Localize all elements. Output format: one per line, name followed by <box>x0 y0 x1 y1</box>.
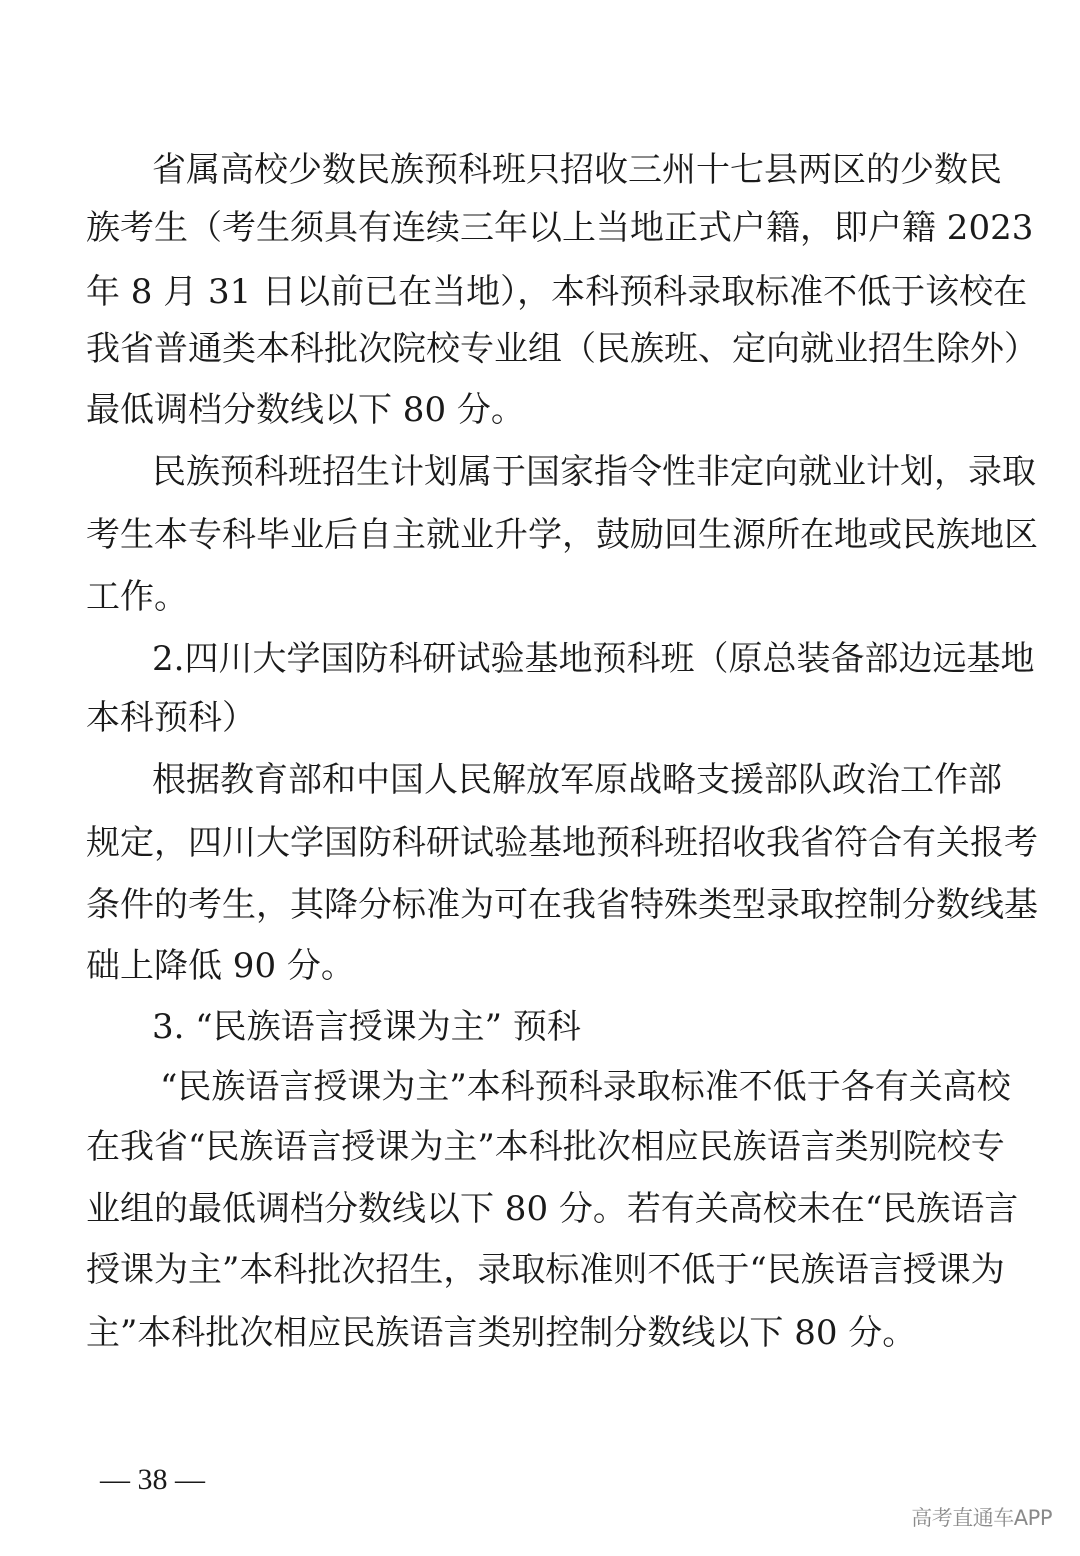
section-heading-2-line-2: 本科预科） <box>86 698 256 738</box>
paragraph-3-line-3: 条件的考生，其降分标准为可在我省特殊类型录取控制分数线基 <box>86 885 1038 925</box>
paragraph-2-line-1: 民族预科班招生计划属于国家指令性非定向就业计划，录取 <box>152 452 1036 492</box>
paragraph-3-line-1: 根据教育部和中国人民解放军原战略支援部队政治工作部 <box>152 760 1002 800</box>
paragraph-3-line-2: 规定，四川大学国防科研试验基地预科班招收我省符合有关报考 <box>86 823 1038 863</box>
paragraph-4-line-3: 业组的最低调档分数线以下 80 分。若有关高校未在“民族语言 <box>86 1189 1019 1229</box>
paragraph-2-line-2: 考生本专科毕业后自主就业升学，鼓励回生源所在地或民族地区 <box>86 515 1038 555</box>
paragraph-1-line-2: 族考生（考生须具有连续三年以上当地正式户籍，即户籍 2023 <box>86 208 1034 248</box>
paragraph-3-line-4: 础上降低 90 分。 <box>86 946 355 986</box>
section-heading-3: 3. “民族语言授课为主” 预科 <box>152 1007 581 1047</box>
paragraph-4-line-5: 主”本科批次相应民族语言类别控制分数线以下 80 分。 <box>86 1313 917 1353</box>
paragraph-4-line-4: 授课为主”本科批次招生，录取标准则不低于“民族语言授课为 <box>86 1250 1005 1290</box>
watermark: 高考直通车APP <box>911 1506 1052 1530</box>
page-number: — 38 — <box>100 1463 205 1496</box>
paragraph-4-line-1: “民族语言授课为主”本科预科录取标准不低于各有关高校 <box>160 1067 1011 1107</box>
paragraph-1-line-3: 年 8 月 31 日以前已在当地），本科预科录取标准不低于该校在 <box>86 272 1028 312</box>
paragraph-1-line-1: 省属高校少数民族预科班只招收三州十七县两区的少数民 <box>152 150 1002 190</box>
paragraph-4-line-2: 在我省“民族语言授课为主”本科批次相应民族语言类别院校专 <box>86 1127 1005 1167</box>
section-heading-2-line-1: 2.四川大学国防科研试验基地预科班（原总装备部边远基地 <box>152 639 1035 679</box>
paragraph-2-line-3: 工作。 <box>86 577 188 617</box>
paragraph-1-line-4: 我省普通类本科批次院校专业组（民族班、定向就业招生除外） <box>86 329 1038 369</box>
paragraph-1-line-5: 最低调档分数线以下 80 分。 <box>86 390 525 430</box>
